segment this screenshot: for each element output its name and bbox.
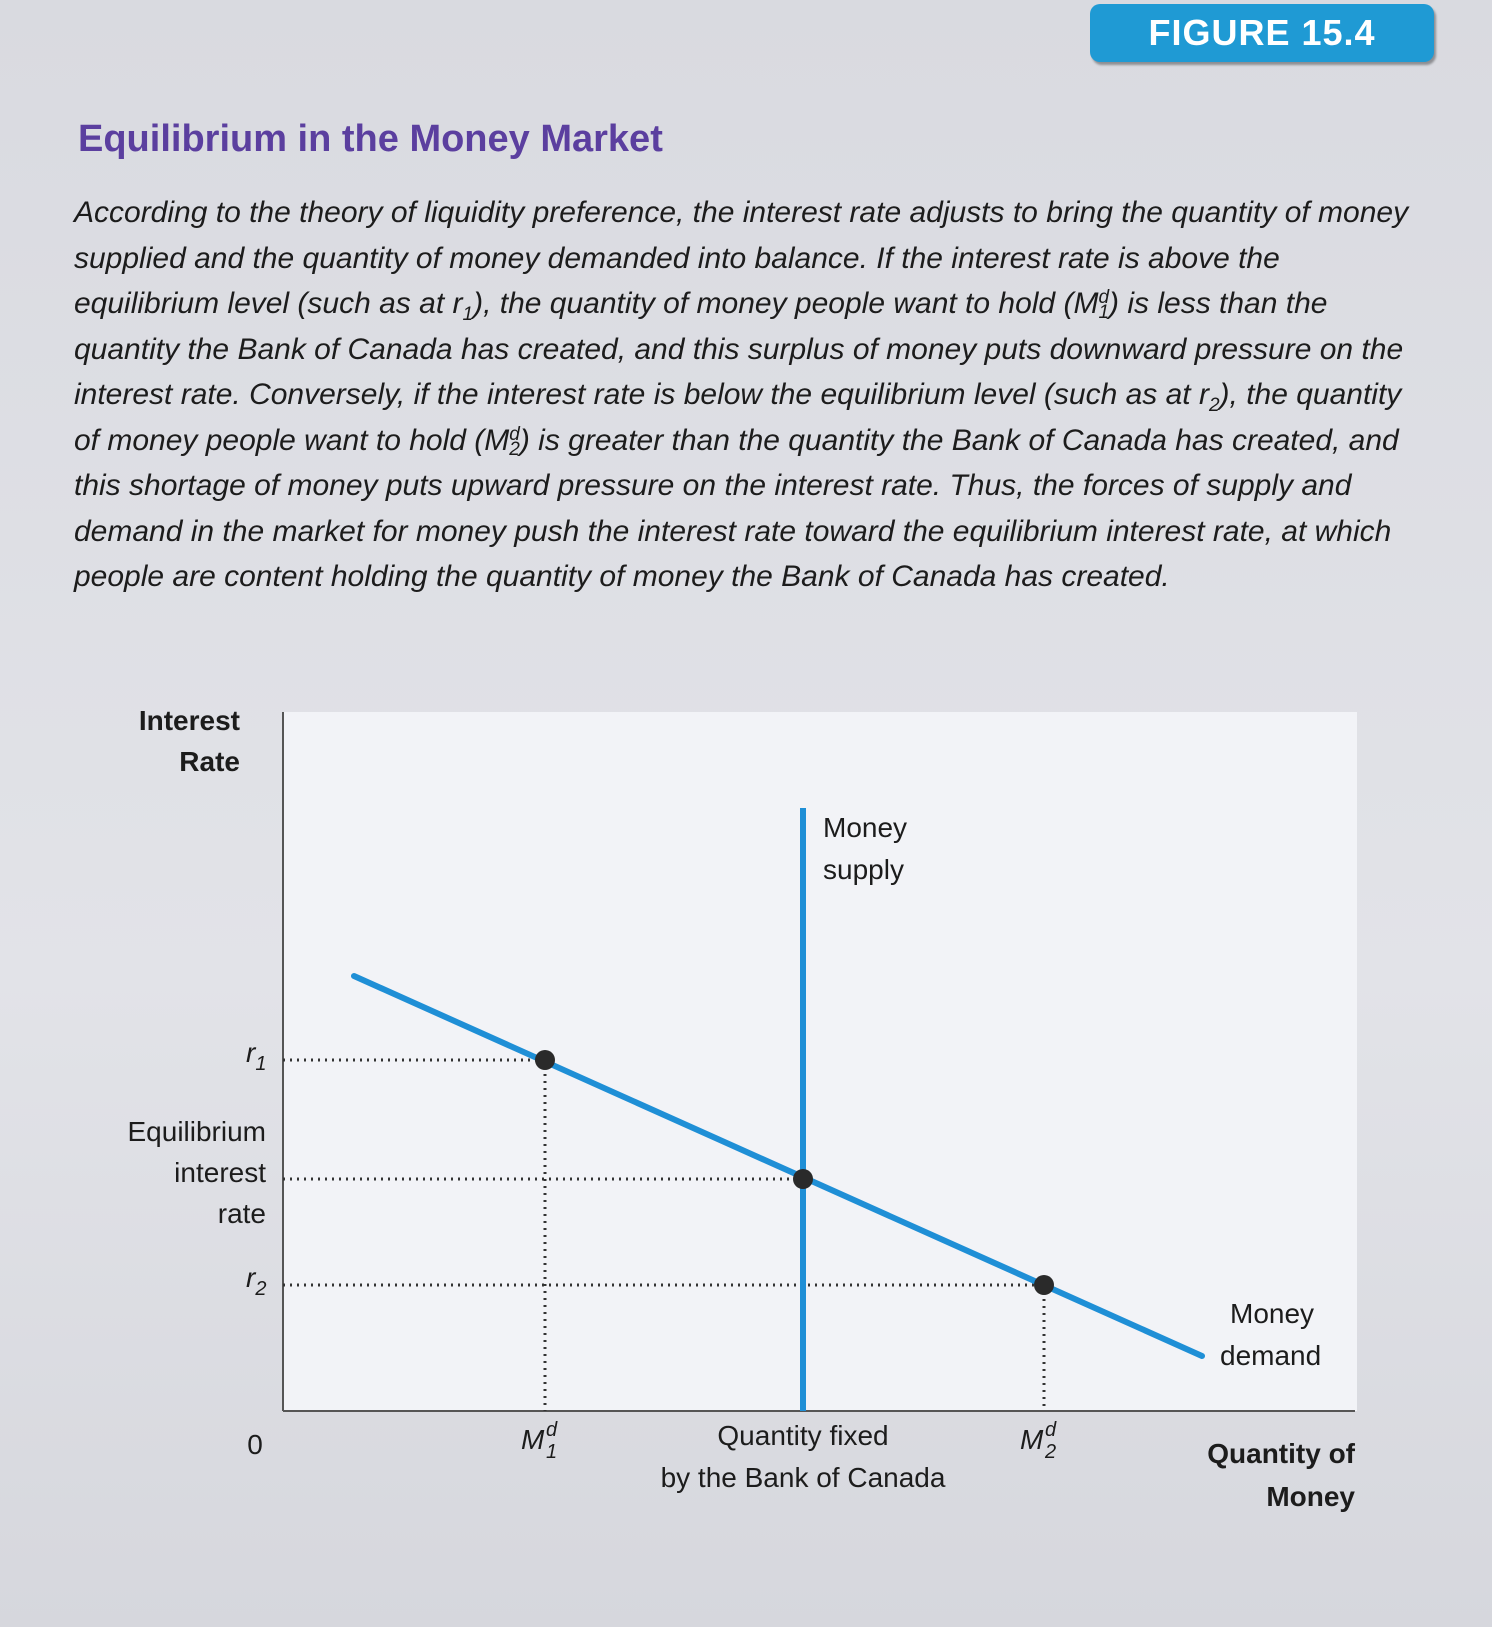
x-axis-label-line1: Quantity of <box>1207 1438 1355 1469</box>
money-demand-label-line1: Money <box>1230 1298 1315 1329</box>
caption-subscript: 2 <box>509 438 520 460</box>
caption-text: ), the quantity of money people want to hold (M <box>74 378 1402 457</box>
caption-text: ) is greater than the quantity the Bank of Canada has created, and this shortage of money puts upward pressure on the interest rate. Thus, the forces of supply and demand in the market for money push the interest rate toward the equilibrium interest rate, at which people are content holding the quantity of money the Bank of Canada has created. <box>74 423 1399 593</box>
equilibrium-label-line3: rate <box>217 1198 266 1229</box>
caption-supsub <box>1098 287 1110 324</box>
money-market-chart <box>0 700 1492 1520</box>
money-supply-label-line1: Money <box>823 812 908 843</box>
caption-text: According to the theory of liquidity preference, the interest rate adjusts to bring the quantity of money supplied and the quantity of money demanded into balance. If the interest rate is above the equilibrium level (such as at r <box>74 196 1409 320</box>
money-demand-label-line2: demand <box>1220 1340 1322 1371</box>
caption-superscript: d <box>1098 287 1110 309</box>
caption-subscript: 1 <box>1098 302 1110 324</box>
figure-badge: FIGURE 15.4 <box>1090 4 1434 62</box>
equilibrium-label-line2: interest <box>174 1157 266 1188</box>
caption-text: ) is less than the quantity the Bank of Canada has created, and this surplus of money puts downward pressure on the interest rate. Conversely, if the interest rate is below the equilibrium level (such as at r <box>74 287 1404 411</box>
origin-label: 0 <box>247 1429 263 1460</box>
m2-superscript: d <box>1045 1419 1057 1441</box>
caption-text: ), the quantity of money people want to hold (M <box>473 287 1099 320</box>
r1-point <box>535 1050 555 1070</box>
caption-subscript: 1 <box>462 304 474 325</box>
r1-letter: r <box>246 1037 256 1068</box>
equilibrium-point <box>793 1169 813 1189</box>
r1-tick-label <box>246 1037 266 1075</box>
figure-title: Equilibrium in the Money Market <box>78 118 663 160</box>
caption-supsub <box>509 423 520 460</box>
r2-point <box>1034 1275 1054 1295</box>
m2-subscript: 2 <box>1045 1441 1057 1463</box>
r2-subscript: 2 <box>255 1278 267 1300</box>
r2-tick-label <box>246 1262 266 1300</box>
m1-superscript: d <box>546 1419 558 1441</box>
r1-subscript: 1 <box>255 1053 267 1075</box>
money-supply-label-line2: supply <box>823 854 904 885</box>
caption-subscript: 2 <box>1208 395 1220 416</box>
r2-letter: r <box>246 1262 256 1293</box>
caption-superscript: d <box>509 423 520 445</box>
m1-letter: M <box>521 1424 545 1455</box>
y-axis-label-line2: Rate <box>179 746 240 777</box>
m1-subscript: 1 <box>546 1441 558 1463</box>
figure-caption <box>74 190 1424 600</box>
quantity-fixed-label-line2: by the Bank of Canada <box>660 1462 946 1493</box>
x-axis-label-line2: Money <box>1266 1481 1355 1512</box>
y-axis-label-line1: Interest <box>138 705 240 736</box>
quantity-fixed-label-line1: Quantity fixed <box>717 1420 889 1451</box>
equilibrium-label-line1: Equilibrium <box>127 1116 266 1147</box>
m2-letter: M <box>1020 1424 1044 1455</box>
